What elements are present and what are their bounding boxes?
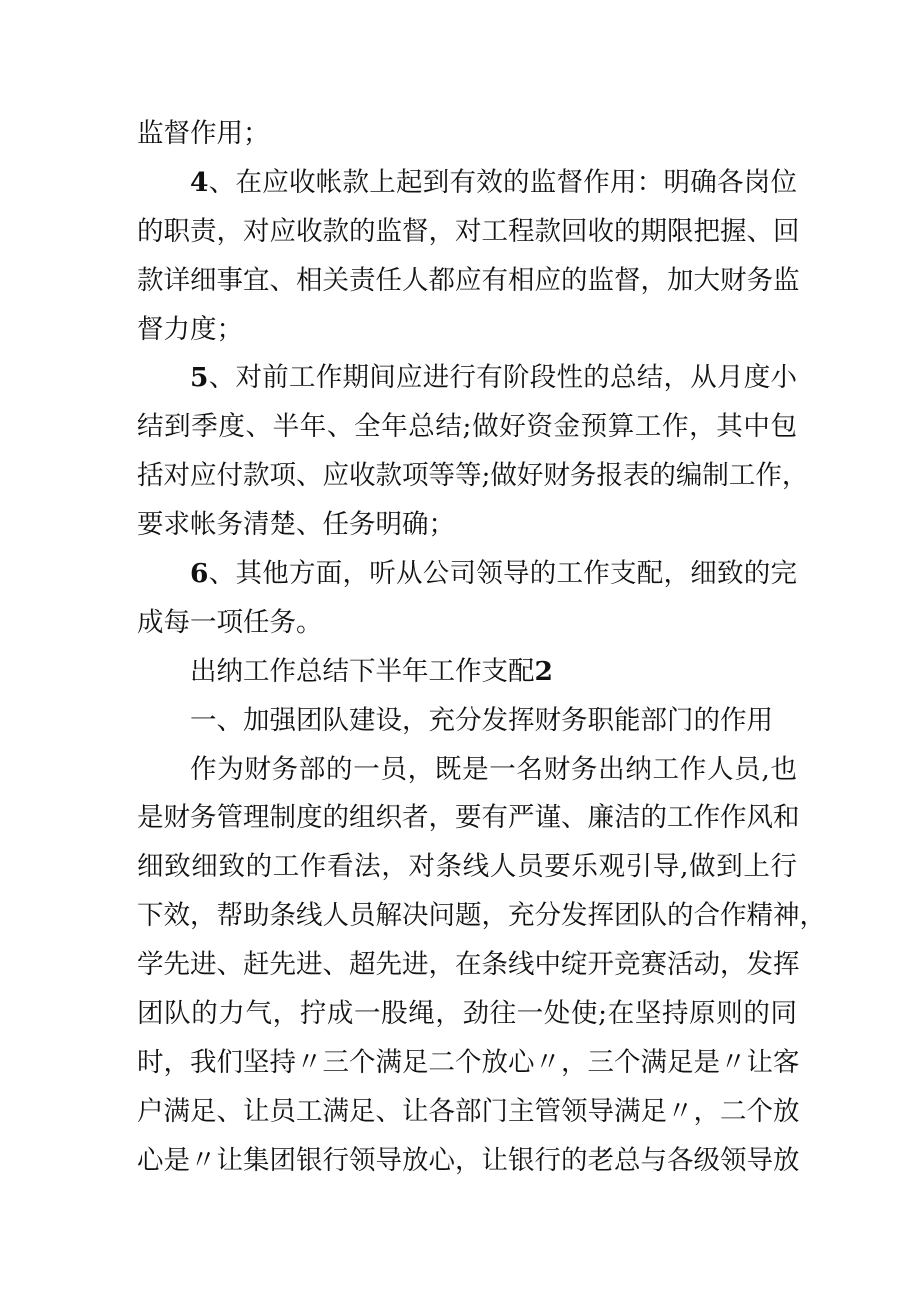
item-number: 5 — [190, 362, 209, 394]
line-text: 是财务管理制度的组织者，要有严谨、廉洁的工作作风和 — [137, 802, 800, 834]
item-number: 6 — [190, 558, 209, 590]
line-text: 结到季度、半年、全年总结;做好资金预算工作，其中包 — [137, 411, 797, 443]
line-text: 时，我们坚持〃三个满足二个放心〃，三个满足是〃让客 — [137, 1046, 800, 1078]
text-line — [137, 794, 800, 843]
line-text: 细致细致的工作看法，对条线人员要乐观引导,做到上行 — [137, 851, 797, 883]
line-text: 一、加强团队建设，充分发挥财务职能部门的作用 — [190, 704, 773, 736]
line-text: 、其他方面，听从公司领导的工作支配，细致的完 — [208, 558, 797, 590]
text-line — [137, 550, 797, 599]
text-line — [137, 159, 797, 208]
heading-number: 2 — [534, 655, 553, 687]
line-text: 的职责，对应收款的监督，对工程款回收的期限把握、回 — [137, 215, 800, 247]
text-line — [137, 892, 826, 941]
line-text: 下效，帮助条线人员解决问题，充分发挥团队的合作精神， — [137, 900, 826, 932]
line-text: 、在应收帐款上起到有效的监督作用：明确各岗位 — [208, 166, 797, 198]
line-text: 款详细事宜、相关责任人都应有相应的监督，加大财务监 — [137, 264, 800, 296]
text-line — [137, 452, 809, 501]
document-body — [137, 110, 826, 1186]
text-line — [137, 1137, 800, 1186]
line-text: 户满足、让员工满足、让各部门主管领导满足〃，二个放 — [137, 1095, 800, 1127]
line-text: 团队的力气，拧成一股绳，劲往一处使;在坚持原则的同 — [137, 998, 797, 1030]
line-text: 成每一项任务。 — [137, 606, 323, 638]
text-line — [137, 354, 797, 403]
line-text: 学先进、赶先进、超先进，在条线中绽开竞赛活动，发挥 — [137, 949, 800, 981]
text-line — [137, 746, 797, 795]
text-line — [137, 990, 797, 1039]
text-line — [137, 843, 797, 892]
text-line — [137, 599, 797, 648]
text-line — [137, 403, 797, 452]
line-text: 括对应付款项、应收款项等等;做好财务报表的编制工作， — [137, 460, 809, 492]
text-line — [137, 306, 797, 355]
text-line — [137, 1088, 800, 1137]
line-text: 监督作用； — [137, 118, 270, 149]
text-line — [137, 501, 797, 550]
text-line — [137, 697, 797, 746]
text-line — [137, 1039, 800, 1088]
line-text: 、对前工作期间应进行有阶段性的总结，从月度小 — [208, 362, 797, 394]
line-text: 督力度； — [137, 313, 243, 345]
line-text: 心是〃让集团银行领导放心，让银行的老总与各级领导放 — [137, 1144, 800, 1176]
item-number: 4 — [190, 166, 209, 198]
text-line — [137, 257, 800, 306]
line-text: 出纳工作总结下半年工作支配 — [190, 655, 535, 687]
line-text: 作为财务部的一员，既是一名财务出纳工作人员,也 — [190, 753, 797, 785]
text-line — [137, 110, 797, 159]
text-line — [137, 941, 800, 990]
text-line — [137, 208, 800, 257]
text-line — [137, 648, 797, 697]
line-text: 要求帐务清楚、任务明确； — [137, 509, 455, 541]
